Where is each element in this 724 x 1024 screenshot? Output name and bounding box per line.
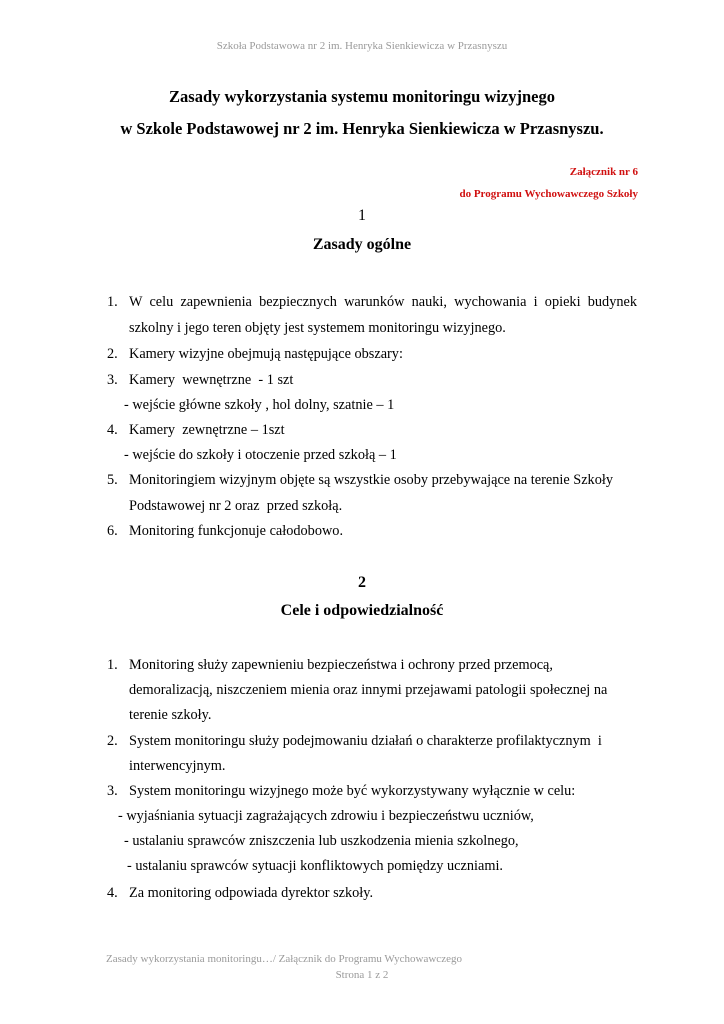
annex-label: Załącznik nr 6 — [569, 166, 638, 178]
list-item-number: 3. — [107, 783, 118, 799]
list-item-text: Kamery zewnętrzne – 1szt — [129, 422, 285, 438]
list-item-number: 1. — [107, 657, 118, 673]
annex-program: do Programu Wychowawczego Szkoły — [459, 188, 638, 200]
list-item-subtext: - ustalaniu sprawców sytuacji konfliktowych pomiędzy uczniami. — [127, 858, 503, 874]
list-item-text: System monitoringu wizyjnego może być wykorzystywany wyłącznie w celu: — [129, 783, 576, 799]
list-item-number: 2. — [107, 733, 118, 749]
list-item-subtext: - ustalaniu sprawców zniszczenia lub uszkodzenia mienia szkolnego, — [124, 833, 519, 849]
list-item-number: 4. — [107, 885, 118, 901]
footer-title: Zasady wykorzystania monitoringu…/ Załącznik do Programu Wychowawczego — [106, 953, 462, 965]
list-item-subtext: - wejście główne szkoły , hol dolny, szatnie – 1 — [124, 397, 395, 413]
page-header: Szkoła Podstawowa nr 2 im. Henryka Sienkiewicza w Przasnyszu — [216, 40, 508, 52]
list-item-text: Monitoring służy zapewnieniu bezpieczeństwa i ochrony przed przemocą, — [129, 657, 553, 673]
list-item-number: 1. — [107, 294, 118, 310]
list-item-text: Podstawowej nr 2 oraz przed szkołą. — [129, 498, 343, 514]
list-item-subtext: - wejście do szkoły i otoczenie przed szkołą – 1 — [124, 447, 397, 463]
list-item-text: Monitoring funkcjonuje całodobowo. — [129, 523, 344, 539]
list-item-text: System monitoringu służy podejmowaniu działań o charakterze profilaktycznym i — [129, 733, 602, 749]
section-2-number: 2 — [358, 574, 366, 591]
list-item-text: interwencyjnym. — [129, 758, 226, 774]
list-item-number: 6. — [107, 523, 118, 539]
list-item-number: 5. — [107, 472, 118, 488]
list-item-text: Monitoringiem wizyjnym objęte są wszystkie osoby przebywające na terenie Szkoły — [129, 472, 613, 488]
list-item-text: Kamery wizyjne obejmują następujące obszary: — [129, 346, 403, 362]
list-item-text: demoralizacją, niszczeniem mienia oraz innymi przejawami patologii społecznej na — [129, 682, 608, 698]
section-1-number: 1 — [358, 207, 366, 224]
list-item-number: 4. — [107, 422, 118, 438]
document-title-line1: Zasady wykorzystania systemu monitoringu wizyjnego — [169, 87, 555, 106]
list-item-text: Kamery wewnętrzne - 1 szt — [129, 372, 294, 388]
section-1-title: Zasady ogólne — [312, 236, 412, 253]
list-item-subtext: - wyjaśniania sytuacji zagrażających zdrowiu i bezpieczeństwu uczniów, — [118, 808, 534, 824]
document-title-line2: w Szkole Podstawowej nr 2 im. Henryka Sienkiewicza w Przasnyszu. — [120, 119, 604, 138]
list-item-number: 3. — [107, 372, 118, 388]
section-2-title: Cele i odpowiedzialność — [280, 602, 444, 619]
list-item-text: Za monitoring odpowiada dyrektor szkoły. — [129, 885, 374, 901]
list-item-number: 2. — [107, 346, 118, 362]
list-item-text: szkolny i jego teren objęty jest systemem monitoringu wizyjnego. — [129, 320, 506, 336]
page-number: Strona 1 z 2 — [335, 969, 389, 981]
list-item-text: W celu zapewnienia bezpiecznych warunków nauki, wychowania i opieki budynek — [129, 294, 637, 310]
list-item-text: terenie szkoły. — [129, 707, 212, 723]
